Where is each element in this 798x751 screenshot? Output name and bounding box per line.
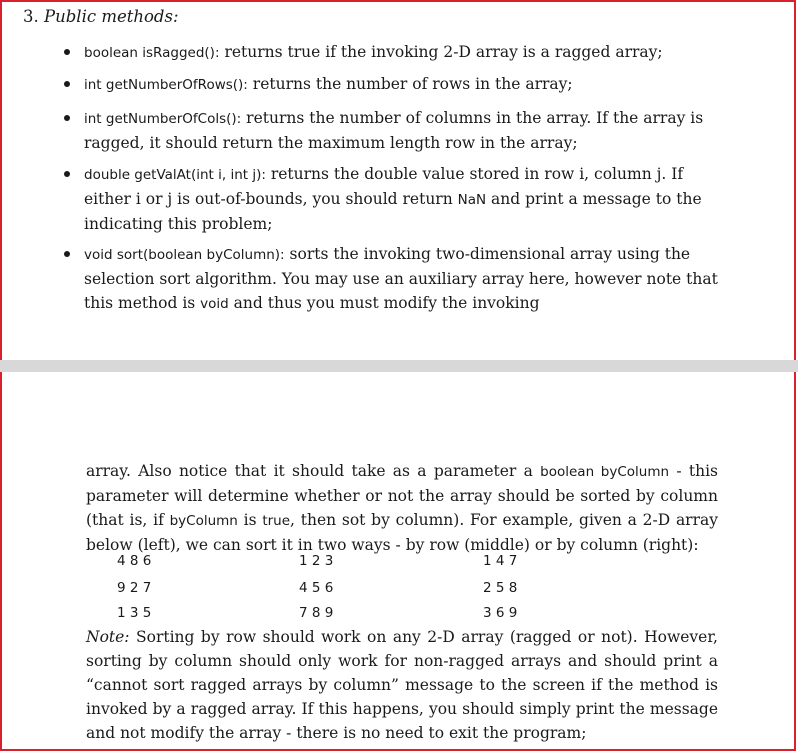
method-signature: double getValAt(int i, int j): — [84, 167, 266, 183]
text-run: , then sot by column). For example, given a 2-D array below (left), we can sort it in two ways - by row (middle) or by column (right): — [86, 511, 718, 554]
method-description: returns true if the invoking 2-D array is a ragged array; — [219, 43, 663, 61]
bullet-icon — [64, 115, 70, 121]
section-title: Public methods: — [44, 7, 179, 26]
right-array-row: 3 6 9 — [483, 605, 518, 621]
inline-code: byColumn — [169, 513, 238, 529]
list-item — [2, 162, 720, 236]
middle-array-row: 7 8 9 — [299, 605, 334, 621]
text-run: is — [237, 511, 263, 529]
method-description: returns the number of columns in the array. If the array is ragged, it should return the maximum length row in the array; — [84, 109, 704, 152]
inline-code: boolean byColumn — [540, 464, 670, 480]
list-item — [2, 40, 720, 65]
document-page-top — [0, 0, 796, 360]
method-description: returns the double value stored in row i, column j. If either i or j is out-of-bounds, you should return — [84, 165, 684, 208]
left-array-row: 1 3 5 — [117, 605, 152, 621]
method-signature: int getNumberOfCols(): — [84, 111, 242, 127]
right-array-row: 2 5 8 — [483, 580, 518, 596]
list-item — [2, 242, 720, 316]
text-run: - this parameter will determine whether or not the array should be sorted by column (that is, if — [86, 462, 718, 529]
section-heading — [23, 6, 179, 28]
inline-code: NaN — [457, 192, 487, 208]
left-array-row: 9 2 7 — [117, 580, 152, 596]
middle-array-row: 4 5 6 — [299, 580, 334, 596]
method-description-cont: and thus you must modify the invoking — [228, 294, 540, 312]
method-signature: boolean isRagged(): — [84, 45, 220, 61]
note-text: Sorting by row should work on any 2-D array (ragged or not). However, sorting by column should only work for non-ragged arrays and should print a “cannot sort ragged arrays by column” message to the screen if the method is invoked by a ragged array. If this happens, you should simply print the message and not modify the array - there is no need to exit the program; — [86, 628, 718, 742]
list-item — [2, 72, 720, 97]
method-signature: int getNumberOfRows(): — [84, 77, 248, 93]
method-description-cont: and print a message to the indicating this problem; — [84, 190, 702, 233]
section-number: 3. — [23, 7, 39, 26]
method-description: sorts the invoking two-dimensional array using the selection sort algorithm. You may use an auxiliary array here, however note that this method is — [84, 245, 718, 312]
continuation-paragraph — [86, 459, 718, 557]
left-array-row: 4 8 6 — [117, 553, 152, 569]
middle-array-row: 1 2 3 — [299, 553, 334, 569]
note-paragraph — [86, 625, 718, 745]
note-label: Note: — [86, 628, 130, 646]
method-signature: void sort(boolean byColumn): — [84, 247, 285, 263]
method-description: returns the number of rows in the array; — [247, 75, 573, 93]
document-page-bottom — [0, 372, 796, 751]
inline-code: true — [262, 513, 291, 529]
bullet-icon — [64, 81, 70, 87]
text-run: array. Also notice that it should take as a parameter a — [86, 462, 541, 480]
inline-code: void — [200, 296, 229, 312]
bullet-icon — [64, 251, 70, 257]
bullet-icon — [64, 171, 70, 177]
right-array-row: 1 4 7 — [483, 553, 518, 569]
page-separator — [0, 360, 798, 372]
bullet-icon — [64, 49, 70, 55]
list-item — [2, 106, 720, 155]
